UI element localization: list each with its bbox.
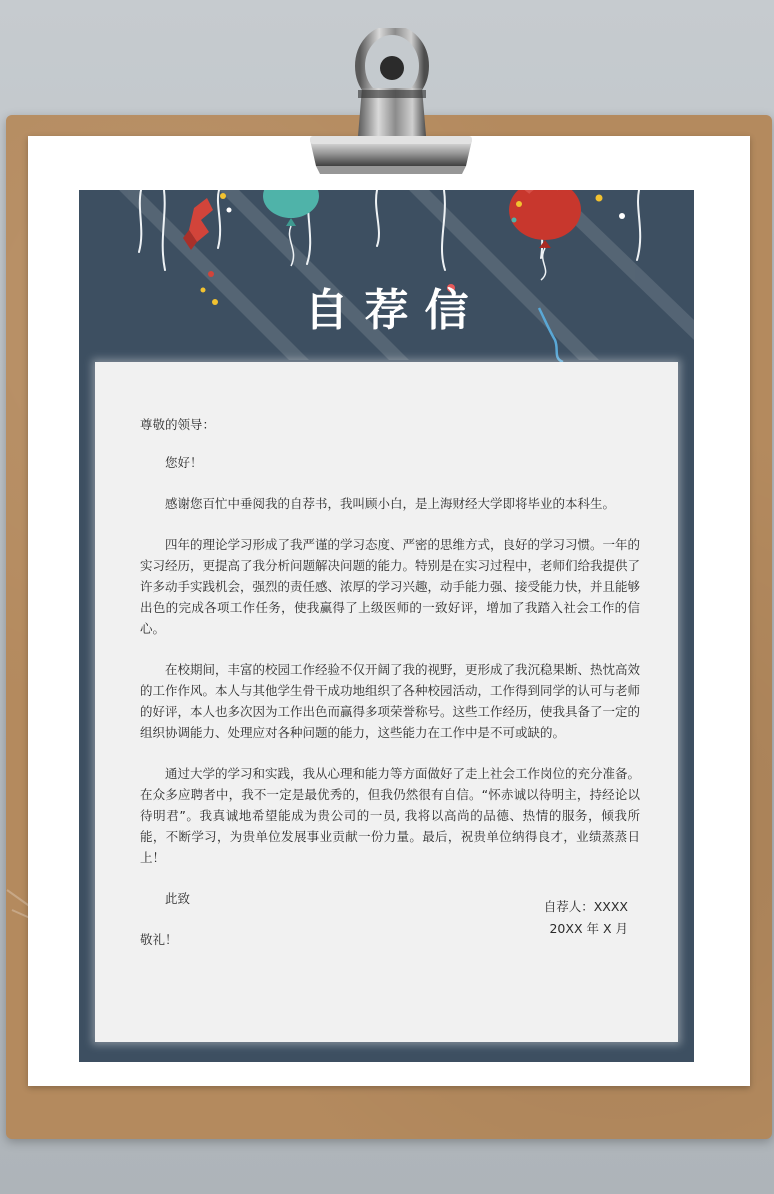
signer-name: 自荐人：XXXX <box>543 899 628 914</box>
letter-sheet <box>95 362 678 1042</box>
closing-jingli: 敬礼！ <box>140 932 178 947</box>
paragraph-campus: 在校期间，丰富的校园工作经验不仅开阔了我的视野，更形成了我沉稳果断、热忱高效的工作作风。本人与其他学生骨干成功地组织了各种校园活动，工作得到同学的认可与老师的好评，本人也多次因为工作出色而赢得多项荣誉称号。这些工作经历，使我具备了一定的组织协调能力、处理应对各种问题的能力，这些能力在工作中是不可或缺的。 <box>140 662 641 740</box>
greeting: 尊敬的领导： <box>140 417 216 432</box>
ribbon-icon <box>183 198 213 250</box>
hello-line: 您好！ <box>165 455 203 470</box>
signature-block <box>544 896 628 940</box>
binder-clip-icon <box>306 28 476 178</box>
signature-date: 20XX 年 X 月 <box>549 921 628 936</box>
letter-body <box>140 414 640 950</box>
paragraph-closing: 通过大学的学习和实践，我从心理和能力等方面做好了走上社会工作岗位的充分准备。在众多应聘者中，我不一定是最优秀的，但我仍然很有自信。“怀赤诚以待明主，持经论以待明君”。我真诚地希望能成为贵公司的一员, 我将以高尚的品德、热情的服务，倾我所能，不断学习，为贵单位发展事业贡献一份力量。最后，祝贵单位纳得良才，业绩蒸蒸日上！ <box>140 766 641 865</box>
closing-cizhi: 此致 <box>165 891 191 906</box>
paragraph-study: 四年的理论学习形成了我严谨的学习态度、严密的思维方式，良好的学习习惯。一年的实习经历，更提高了我分析问题解决问题的能力。特别是在实习过程中，老师们给我提供了许多动手实践机会，强烈的责任感、浓厚的学习兴趣，动手能力强、接受能力快，并且能够出色的完成各项工作任务，使我赢得了上级医师的一致好评，增加了我踏入社会工作的信心。 <box>140 537 641 636</box>
page-title: 自荐信 <box>304 285 485 336</box>
letter-frame <box>79 190 694 1062</box>
paragraph-intro: 感谢您百忙中垂阅我的自荐书，我叫顾小白，是上海财经大学即将毕业的本科生。 <box>165 496 616 511</box>
